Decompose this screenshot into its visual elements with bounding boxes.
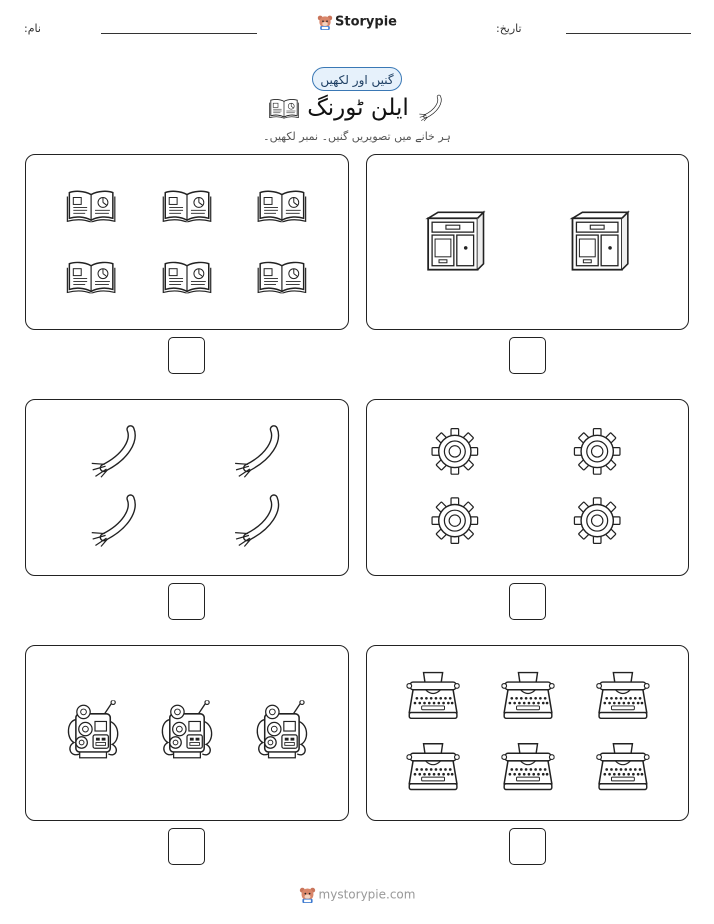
bear-mascot-icon <box>299 886 316 903</box>
typewriter-icon <box>597 673 649 719</box>
open-book-icon <box>258 191 305 222</box>
typewriter-icon <box>597 744 649 790</box>
count-panel-cabinets <box>366 154 689 330</box>
date-label: تاریخ: <box>496 22 522 35</box>
cabinet-icon <box>428 212 483 269</box>
robot-machine-icon <box>257 700 306 758</box>
worksheet-tag: گنیں اور لکھیں <box>312 67 402 91</box>
typewriter-icon <box>407 744 459 790</box>
open-book-icon <box>163 262 210 293</box>
gear-icon <box>574 429 620 475</box>
count-panel-cables <box>25 399 349 576</box>
answer-box-gears[interactable] <box>509 583 546 620</box>
title-text: ایلن ٹورنگ <box>307 95 409 121</box>
robot-machine-icon <box>68 700 117 758</box>
cabinet-icon <box>572 212 627 269</box>
bear-mascot-icon <box>317 14 333 30</box>
date-line[interactable] <box>566 33 691 34</box>
cable-icon <box>235 429 275 477</box>
name-line[interactable] <box>101 33 257 34</box>
count-panel-robots <box>25 645 349 821</box>
name-label: نام: <box>24 22 41 35</box>
brand-name: Storypie <box>335 14 397 30</box>
answer-box-books[interactable] <box>168 337 205 374</box>
open-book-icon <box>67 262 114 293</box>
page-title <box>0 94 714 122</box>
brand-logo <box>0 14 714 30</box>
open-book-icon <box>258 262 305 293</box>
count-panel-typewriters <box>366 645 689 821</box>
count-panel-books <box>25 154 349 330</box>
gear-icon <box>432 429 478 475</box>
cable-icon <box>92 429 132 477</box>
answer-box-typewriters[interactable] <box>509 828 546 865</box>
count-panel-gears <box>366 399 689 576</box>
open-book-icon <box>269 96 299 120</box>
typewriter-icon <box>502 673 554 719</box>
cable-icon <box>235 498 275 546</box>
footer <box>0 886 714 903</box>
robot-machine-icon <box>162 700 211 758</box>
typewriter-icon <box>502 744 554 790</box>
answer-box-robots[interactable] <box>168 828 205 865</box>
gear-icon <box>574 498 620 544</box>
instruction-text: ہر خانے میں تصویریں گنیں۔ نمبر لکھیں۔ <box>263 130 451 143</box>
gear-icon <box>432 498 478 544</box>
cable-icon <box>417 94 445 122</box>
answer-box-cabinets[interactable] <box>509 337 546 374</box>
typewriter-icon <box>407 673 459 719</box>
open-book-icon <box>163 191 210 222</box>
cable-icon <box>92 498 132 546</box>
footer-link[interactable]: mystorypie.com <box>318 887 416 902</box>
open-book-icon <box>67 191 114 222</box>
answer-box-cables[interactable] <box>168 583 205 620</box>
